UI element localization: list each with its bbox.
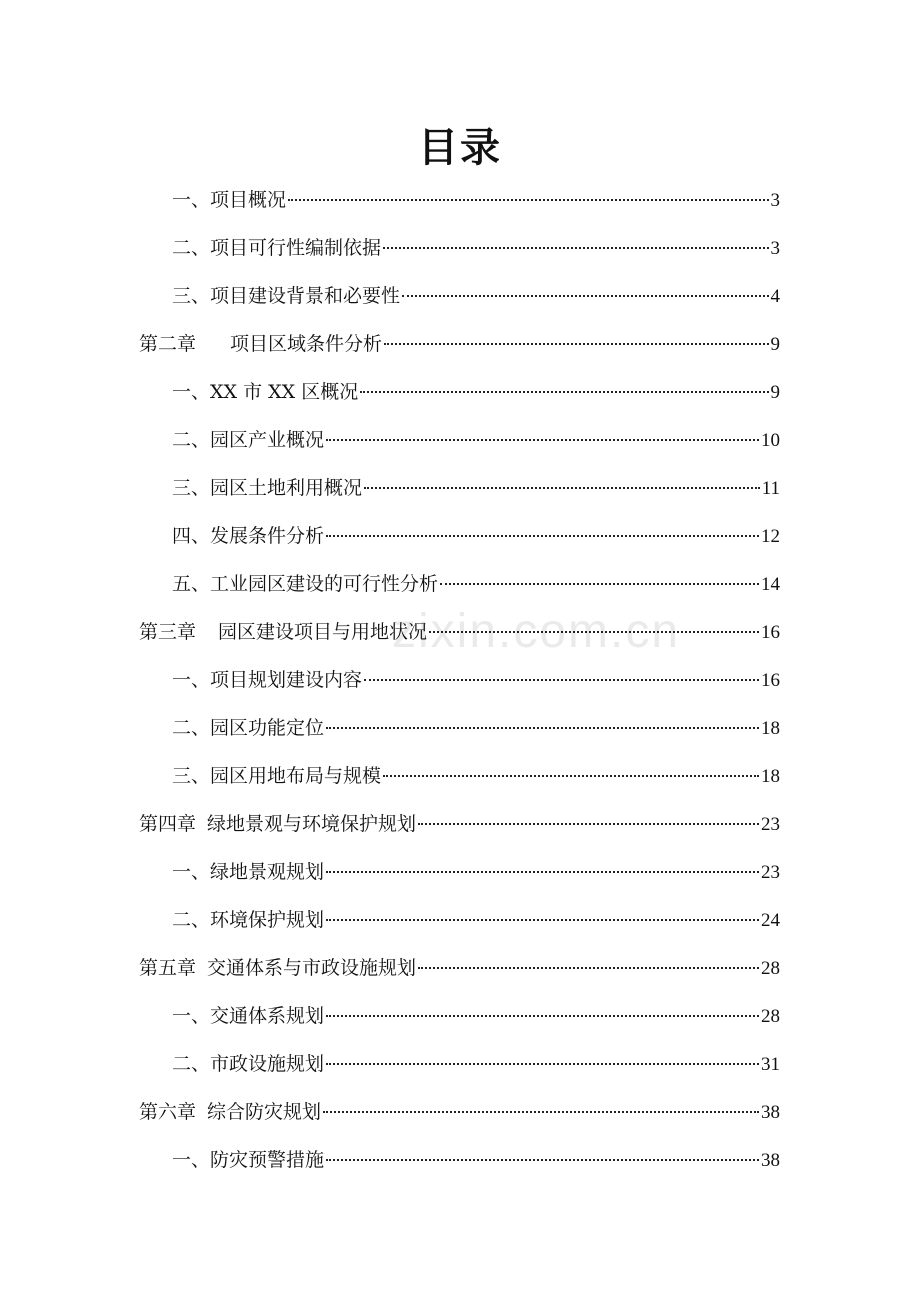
toc-entry-page: 28 (761, 958, 780, 979)
toc-entry[interactable] (172, 1146, 780, 1174)
toc-leader-dots (402, 294, 768, 297)
toc-entry[interactable] (172, 666, 780, 694)
toc-entry-text: 五、工业园区建设的可行性分析 (172, 573, 439, 595)
toc-entry[interactable] (172, 858, 780, 886)
toc-leader-dots (384, 342, 768, 345)
watermark: zixin.com.cn (392, 605, 681, 658)
toc-entry-page: 16 (761, 622, 780, 643)
toc-entry-page: 18 (761, 718, 780, 739)
toc-leader-dots (418, 966, 759, 969)
toc-entry-text: 二、园区产业概况 (172, 429, 325, 451)
toc-leader-dots (326, 534, 759, 537)
toc-chapter-title: 交通体系与市政设施规划 (207, 957, 417, 979)
toc-entry-text: 四、发展条件分析 (172, 525, 325, 547)
toc-chapter-number: 第二章 (139, 333, 197, 355)
toc-entry-text: 二、市政设施规划 (172, 1053, 325, 1075)
toc-leader-dots (383, 246, 768, 249)
toc-entry-text: 二、项目可行性编制依据 (172, 237, 382, 259)
toc-entry-text: 一、XX 市 XX 区概况 (172, 381, 359, 403)
toc-entry[interactable] (172, 378, 780, 406)
toc-entry-page: 16 (761, 670, 780, 691)
toc-entry-page: 18 (761, 766, 780, 787)
toc-entry-page: 3 (770, 238, 780, 259)
toc-entry-page: 9 (770, 382, 780, 403)
toc-entry-page: 10 (761, 430, 780, 451)
toc-entry-text: 一、防灾预警措施 (172, 1149, 325, 1171)
toc-leader-dots (323, 1110, 759, 1113)
toc-entry[interactable] (172, 1050, 780, 1078)
toc-leader-dots (440, 582, 759, 585)
toc-entry[interactable] (172, 714, 780, 742)
toc-entry[interactable] (172, 426, 780, 454)
toc-entry-text: 三、项目建设背景和必要性 (172, 285, 401, 307)
toc-leader-dots (326, 1014, 759, 1017)
toc-entry-page: 23 (761, 862, 780, 883)
toc-title: 目录 (418, 124, 502, 171)
toc-chapter-entry[interactable] (139, 330, 780, 358)
toc-entry-page: 11 (761, 478, 780, 499)
toc-entry-text: 一、项目规划建设内容 (172, 669, 363, 691)
toc-entry-text: 二、环境保护规划 (172, 909, 325, 931)
toc-entry-page: 24 (761, 910, 780, 931)
toc-chapter-entry[interactable] (139, 810, 780, 838)
toc-entry-page: 12 (761, 526, 780, 547)
toc-entry[interactable] (172, 474, 780, 502)
toc-leader-dots (326, 438, 759, 441)
toc-leader-dots (364, 678, 759, 681)
toc-entry-page: 38 (761, 1102, 780, 1123)
toc-entry[interactable] (172, 282, 780, 310)
toc-leader-dots (326, 870, 759, 873)
toc-chapter-entry[interactable] (139, 954, 780, 982)
toc-leader-dots (418, 822, 759, 825)
toc-entry[interactable] (172, 186, 780, 214)
toc-entry-text: 一、绿地景观规划 (172, 861, 325, 883)
toc-chapter-entry[interactable] (139, 1098, 780, 1126)
toc-leader-dots (360, 390, 768, 393)
toc-entry-text: 二、园区功能定位 (172, 717, 325, 739)
toc-leader-dots (288, 198, 768, 201)
toc-entry[interactable] (172, 1002, 780, 1030)
toc-entry[interactable] (172, 570, 780, 598)
toc-entry-page: 3 (770, 190, 780, 211)
toc-chapter-title: 项目区域条件分析 (230, 333, 383, 355)
toc-entry-text: 三、园区土地利用概况 (172, 477, 363, 499)
toc-entry-text: 一、项目概况 (172, 189, 287, 211)
toc-entry-text: 三、园区用地布局与规模 (172, 765, 382, 787)
toc-entry-page: 9 (770, 334, 780, 355)
toc-leader-dots (326, 1158, 759, 1161)
toc-chapter-entry[interactable] (139, 618, 780, 646)
toc-chapter-title: 绿地景观与环境保护规划 (207, 813, 417, 835)
toc-entry[interactable] (172, 906, 780, 934)
toc-entry[interactable] (172, 522, 780, 550)
toc-leader-dots (326, 1062, 759, 1065)
toc-chapter-title: 综合防灾规划 (207, 1101, 322, 1123)
toc-entry-page: 31 (761, 1054, 780, 1075)
toc-chapter-number: 第四章 (139, 813, 197, 835)
toc-leader-dots (326, 726, 759, 729)
toc-chapter-number: 第三章 (139, 621, 197, 643)
toc-chapter-title: 园区建设项目与用地状况 (218, 621, 428, 643)
toc-entry-page: 4 (770, 286, 780, 307)
toc-entry-page: 28 (761, 1006, 780, 1027)
toc-entry-text: 一、交通体系规划 (172, 1005, 325, 1027)
toc-entry[interactable] (172, 234, 780, 262)
toc-chapter-number: 第六章 (139, 1101, 197, 1123)
toc-entry[interactable] (172, 762, 780, 790)
toc-leader-dots (326, 918, 759, 921)
toc-entry-page: 38 (761, 1150, 780, 1171)
toc-leader-dots (429, 630, 759, 633)
toc-entry-page: 23 (761, 814, 780, 835)
toc-entry-page: 14 (761, 574, 780, 595)
toc-chapter-number: 第五章 (139, 957, 197, 979)
toc-leader-dots (383, 774, 759, 777)
toc-leader-dots (364, 486, 760, 489)
